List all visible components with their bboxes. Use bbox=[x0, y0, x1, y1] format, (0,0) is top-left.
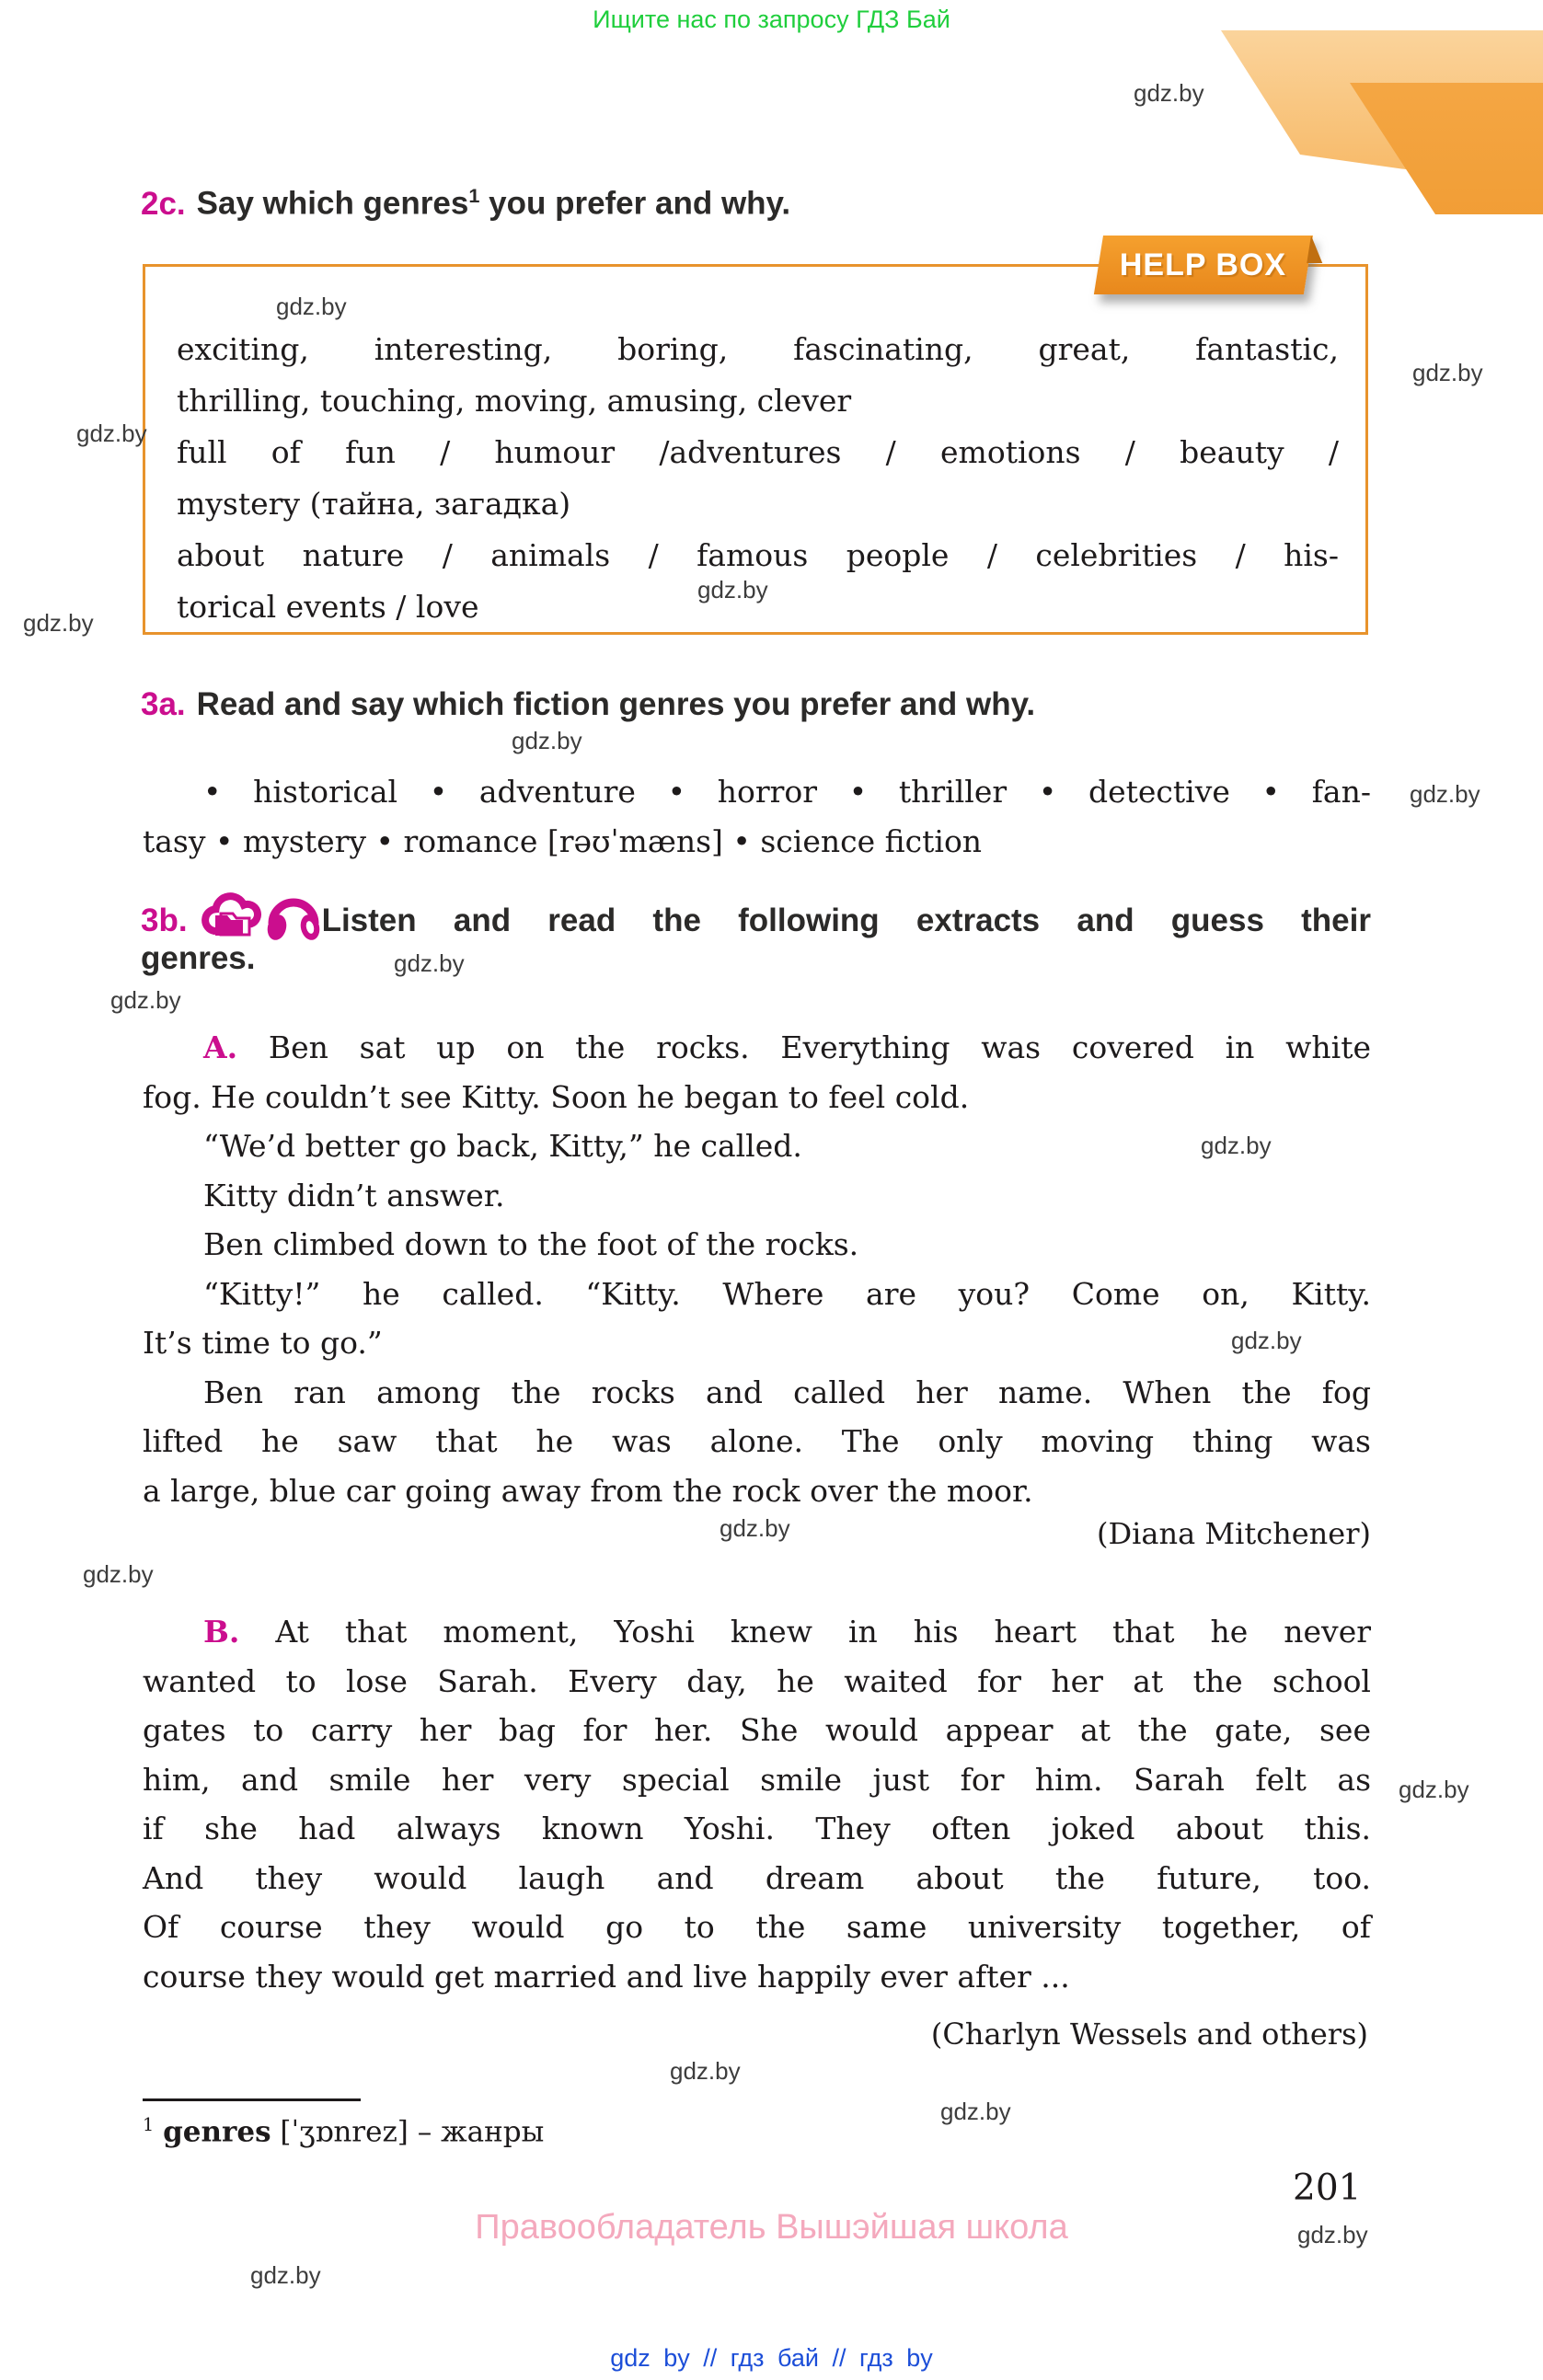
watermark: gdz.by bbox=[1410, 780, 1480, 808]
watermark: gdz.by bbox=[1399, 1776, 1469, 1803]
extract-b-line: course they would get married and live happily ever after ... bbox=[143, 1958, 1070, 1995]
extract-a-line: fog. He couldn’t see Kitty. Soon he began to feel cold. bbox=[143, 1078, 970, 1115]
genre-list-line: • historical • adventure • horror • thriller • detective • fan- bbox=[203, 774, 1371, 810]
exercise-3b-number: 3b. bbox=[141, 903, 188, 938]
help-box-tab-fold bbox=[1307, 236, 1327, 263]
extract-b-line: wanted to lose Sarah. Every day, he waited for her at the school bbox=[143, 1662, 1371, 1699]
watermark: gdz.by bbox=[110, 986, 181, 1014]
extract-b-line: Of course they would go to the same university together, of bbox=[143, 1909, 1371, 1945]
extract-b bbox=[143, 1607, 1371, 2001]
extract-a-line: Ben climbed down to the foot of the rocks. bbox=[203, 1226, 859, 1262]
extract-b-line: him, and smile her very special smile just for him. Sarah felt as bbox=[143, 1761, 1371, 1798]
help-box-label: HELP BOX bbox=[1120, 247, 1287, 282]
watermark: gdz.by bbox=[670, 2057, 741, 2085]
watermark: gdz.by bbox=[83, 1560, 154, 1588]
extract-a-text: Ben sat up on the rocks. Everything was covered in white bbox=[268, 1029, 1371, 1065]
help-box-line: full of fun / humour /adventures / emotions / beauty / bbox=[177, 434, 1339, 470]
watermark: gdz.by bbox=[940, 2098, 1011, 2125]
watermark: gdz.by bbox=[250, 2261, 321, 2289]
help-box-line: torical events / love bbox=[177, 589, 479, 625]
exercise-3a-title: Read and say which fiction genres you prefer and why. bbox=[196, 686, 1036, 722]
extract-a-line: “We’d better go back, Kitty,” he called. bbox=[203, 1128, 802, 1164]
attribution-diana: (Diana Mitchener) bbox=[1097, 1516, 1371, 1551]
help-box-tab bbox=[1094, 236, 1313, 294]
headphones-icon bbox=[265, 889, 322, 950]
exercise-3b-title-line1: Listen and read the following extracts and guess their bbox=[321, 903, 1371, 938]
extract-a-line: It’s time to go.” bbox=[143, 1325, 383, 1361]
footnote-sup: 1 bbox=[143, 2114, 155, 2135]
exercise-3b-heading bbox=[141, 889, 1371, 950]
help-box-line: exciting, interesting, boring, fascinating, great, fantastic, bbox=[177, 331, 1339, 367]
page-number: 201 bbox=[1293, 2167, 1362, 2209]
extract-a-line: a large, blue car going away from the rock over the moor. bbox=[143, 1472, 1033, 1509]
extract-a-line: Ben ran among the rocks and called her name. When the fog bbox=[203, 1374, 1371, 1410]
top-banner: Ищите нас по запросу ГДЗ Бай bbox=[593, 6, 950, 33]
help-box-line: mystery (тайна, загадка) bbox=[177, 486, 571, 522]
watermark: gdz.by bbox=[394, 949, 465, 977]
watermark: gdz.by bbox=[697, 576, 768, 604]
attribution-charlyn: (Charlyn Wessels and others) bbox=[930, 2017, 1368, 2052]
help-box-line: about nature / animals / famous people / celebrities / his- bbox=[177, 537, 1339, 573]
extract-b-text: At that moment, Yoshi knew in his heart that he never bbox=[275, 1614, 1371, 1650]
exercise-2c-heading bbox=[141, 184, 790, 223]
watermark: gdz.by bbox=[1297, 2221, 1368, 2248]
extract-b-line: if she had always known Yoshi. They often joked about this. bbox=[143, 1811, 1371, 1846]
footnote-marker: 1 bbox=[468, 184, 480, 207]
extract-a-line: Kitty didn’t answer. bbox=[203, 1177, 505, 1213]
exercise-2c-title-end: you prefer and why. bbox=[479, 185, 791, 222]
watermark: gdz.by bbox=[23, 609, 94, 637]
extract-a-label: A. bbox=[203, 1029, 238, 1065]
watermark: gdz.by bbox=[512, 727, 582, 754]
extract-a-line: “Kitty!” he called. “Kitty. Where are you? Come on, Kitty. bbox=[203, 1275, 1371, 1312]
exercise-2c-number: 2c. bbox=[141, 185, 186, 222]
watermark: gdz.by bbox=[1231, 1327, 1302, 1354]
exercise-2c-title-start: Say which genres bbox=[196, 185, 469, 222]
watermark: gdz.by bbox=[1134, 79, 1204, 107]
watermark: gdz.by bbox=[720, 1514, 790, 1542]
extract-b-line bbox=[143, 1607, 1371, 1657]
extract-a bbox=[143, 1023, 1371, 1515]
extract-b-line: gates to carry her bag for her. She would appear at the gate, see bbox=[143, 1712, 1371, 1748]
footnote-rest: [ˈʒɒnrez] – жанры bbox=[271, 2115, 545, 2149]
footnote bbox=[143, 2114, 544, 2148]
help-box-line: thrilling, touching, moving, amusing, clever bbox=[177, 383, 852, 419]
extract-b-label: B. bbox=[203, 1614, 240, 1650]
extract-a-line: lifted he saw that he was alone. The only moving thing was bbox=[143, 1423, 1371, 1459]
footnote-divider bbox=[143, 2098, 361, 2101]
genre-list bbox=[143, 767, 1371, 867]
exercise-3a-number: 3a. bbox=[141, 686, 186, 722]
exercise-3a-heading bbox=[141, 686, 1035, 723]
footer-links[interactable]: gdz by // гдз бай // гдз by bbox=[610, 2344, 933, 2372]
footnote-word: genres bbox=[163, 2115, 271, 2149]
publisher-line: Правообладатель Вышэйшая школа bbox=[475, 2208, 1068, 2247]
exercise-3b-title-line2: genres. bbox=[141, 940, 256, 976]
genre-list-line: tasy • mystery • romance [rəʊˈmæns] • science fiction bbox=[143, 823, 983, 859]
extract-b-line: And they would laugh and dream about the future, too. bbox=[143, 1859, 1371, 1896]
watermark: gdz.by bbox=[76, 420, 147, 447]
watermark: gdz.by bbox=[276, 293, 347, 320]
extract-a-line bbox=[143, 1023, 1371, 1073]
watermark: gdz.by bbox=[1412, 359, 1483, 386]
watermark: gdz.by bbox=[1201, 1132, 1272, 1159]
